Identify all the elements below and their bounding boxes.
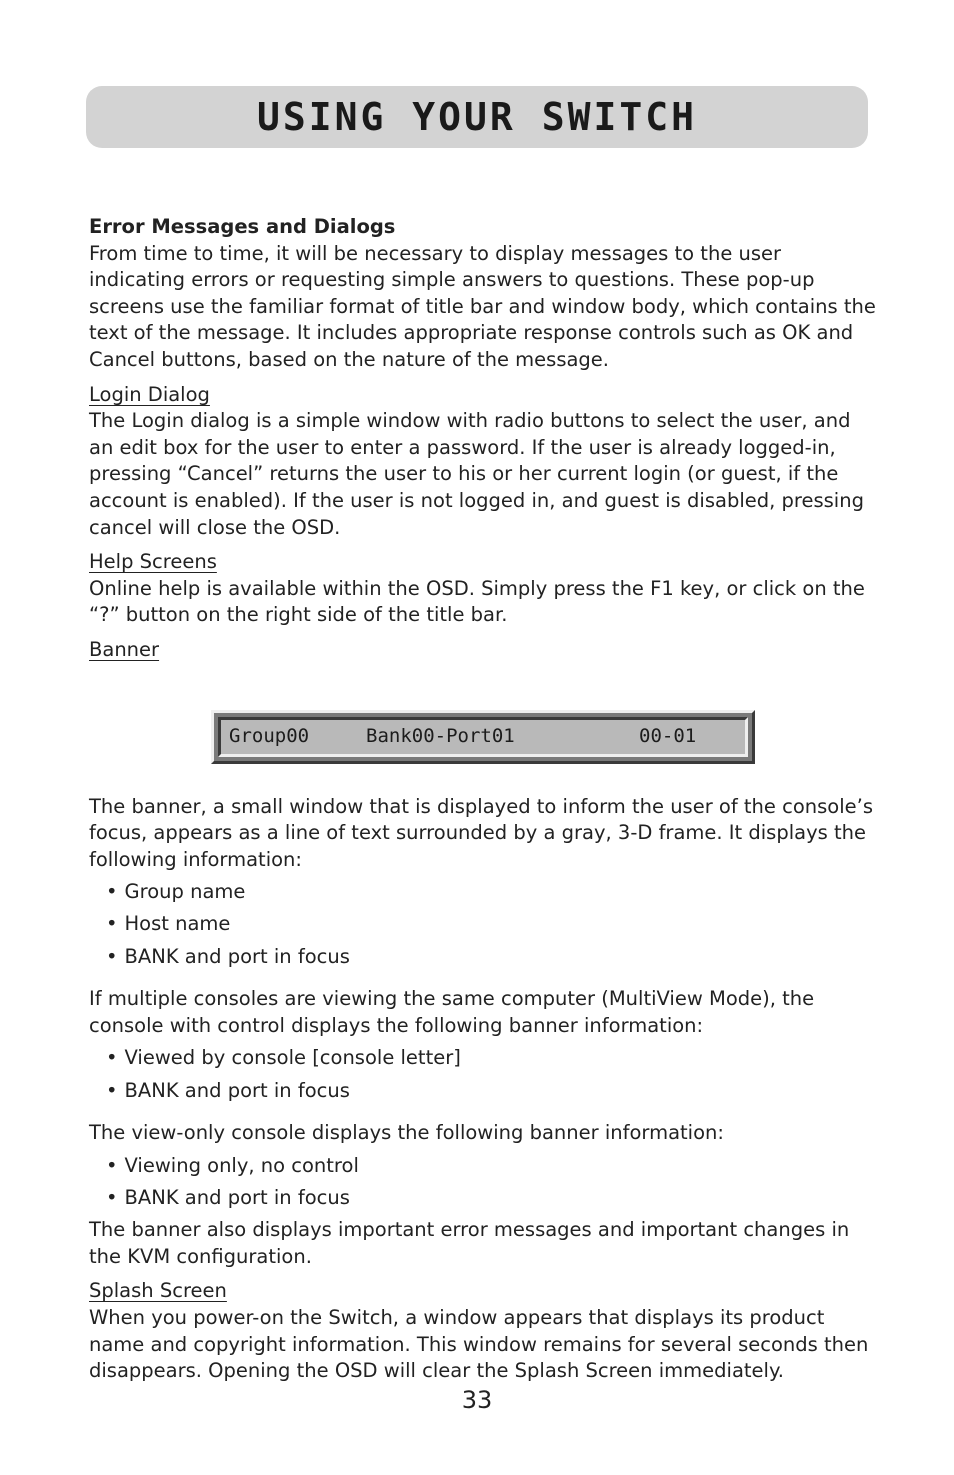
list-item: • BANK and port in focus bbox=[106, 1078, 879, 1105]
header-bar bbox=[86, 86, 868, 148]
list-item: • Viewed by console [console letter] bbox=[106, 1045, 879, 1072]
viewonly-list bbox=[89, 1153, 879, 1212]
banner-port-text: 00-01 bbox=[639, 725, 697, 748]
multiview-list bbox=[89, 1045, 879, 1104]
help-heading: Help Screens bbox=[89, 550, 217, 574]
banner-info-list bbox=[89, 879, 879, 970]
list-item: • Host name bbox=[106, 911, 879, 938]
section-heading: Error Messages and Dialogs bbox=[89, 215, 396, 238]
splash-body: When you power-on the Switch, a window appears that displays its product name and copyright information. This window remains for several seconds then disappears. Opening the OSD will clear the Splash Screen immediately. bbox=[89, 1305, 869, 1383]
help-body: Online help is available within the OSD. Simply press the F1 key, or click on the “?” button on the right side of the title bar. bbox=[89, 576, 865, 627]
page-number: 33 bbox=[461, 1386, 493, 1414]
section-intro: From time to time, it will be necessary to display messages to the user indicating errors or requesting simple answers to questions. These pop-up screens use the familiar format of title bar and window body, which contains the text of the message. It includes appropriate response controls such as OK and Cancel buttons, based on the nature of the message. bbox=[89, 241, 876, 371]
banner-host-text: Bank00-Port01 bbox=[366, 725, 515, 748]
splash-heading: Splash Screen bbox=[89, 1279, 227, 1303]
banner-heading: Banner bbox=[89, 637, 160, 661]
login-body: The Login dialog is a simple window with radio buttons to select the user, and an edit box for the user to enter a password. If the user is already logged-in, pressing “Cancel” returns the user to his or her current login (or guest, if the account is enabled). If the user is not logged in, and guest is disabled, pressing cancel will close the OSD. bbox=[89, 409, 864, 539]
banner-image-frame bbox=[211, 710, 755, 764]
page-content bbox=[89, 214, 879, 1385]
list-item: • Viewing only, no control bbox=[106, 1153, 879, 1180]
banner-description: The banner, a small window that is displayed to inform the user of the console’s focus, appears as a line of text surrounded by a gray, 3-D frame. It displays the following information: bbox=[89, 794, 873, 871]
list-item: • BANK and port in focus bbox=[106, 1185, 879, 1212]
list-item: • BANK and port in focus bbox=[106, 944, 879, 971]
login-heading: Login Dialog bbox=[89, 382, 210, 406]
banner-group-text: Group00 bbox=[229, 725, 310, 748]
banner-image bbox=[218, 717, 748, 757]
multiview-text: If multiple consoles are viewing the same computer (MultiView Mode), the console with control displays the following banner information: bbox=[89, 987, 815, 1037]
list-item: • Group name bbox=[106, 879, 879, 906]
banner-figure bbox=[89, 664, 879, 794]
banner-errors-text: The banner also displays important error messages and important changes in the KVM configuration. bbox=[89, 1218, 850, 1268]
viewonly-text: The view-only console displays the following banner information: bbox=[89, 1121, 724, 1145]
page-title: USING YOUR SWITCH bbox=[257, 95, 697, 139]
